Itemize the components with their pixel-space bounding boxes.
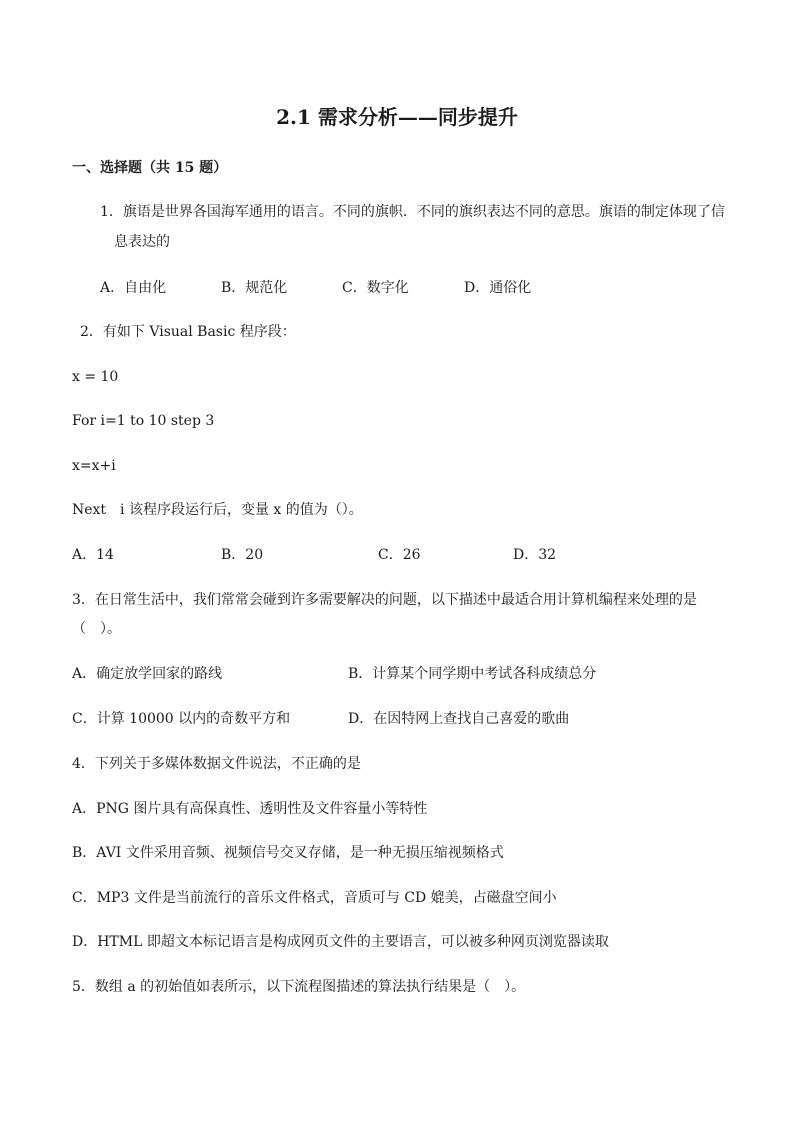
q2-code-line4: Next i 该程序段运行后，变量 x 的值为（）。: [72, 502, 363, 518]
q2-stem: 2．有如下 Visual Basic 程序段：: [80, 324, 296, 340]
q2-code-line2: For i=1 to 10 step 3: [72, 413, 215, 429]
section-heading: 一、选择题（共 15 题）: [72, 160, 228, 176]
q2-option-b: B．20: [221, 547, 264, 563]
q3-option-b: B．计算某个同学期中考试各科成绩总分: [348, 666, 597, 682]
q3-option-a: A．确定放学回家的路线: [72, 666, 223, 682]
q2-code-line1: x = 10: [72, 369, 119, 385]
q1-option-d: D．通俗化: [464, 280, 532, 296]
q4-option-a: A．PNG 图片具有高保真性、透明性及文件容量小等特性: [72, 801, 428, 817]
q4-option-c: C．MP3 文件是当前流行的音乐文件格式，音质可与 CD 媲美，占磁盘空间小: [72, 890, 557, 906]
q4-stem: 4．下列关于多媒体数据文件说法，不正确的是: [72, 756, 361, 772]
q4-option-b: B．AVI 文件采用音频、视频信号交叉存储，是一种无损压缩视频格式: [72, 845, 504, 861]
q1-option-b: B．规范化: [221, 280, 288, 296]
q1-stem-line2: 息表达的: [114, 234, 170, 250]
q2-option-c: C．26: [378, 547, 421, 563]
q3-option-d: D．在因特网上查找自己喜爱的歌曲: [348, 711, 570, 727]
q2-option-d: D．32: [513, 547, 557, 563]
q1-stem-line1: 1．旗语是世界各国海军通用的语言。不同的旗帜．不同的旗织表达不同的意思。旗语的制定体现了信: [100, 204, 725, 220]
q5-stem: 5．数组 a 的初始值如表所示，以下流程图描述的算法执行结果是（ ）。: [72, 979, 526, 995]
page-title: 2.1 需求分析——同步提升: [276, 105, 518, 129]
q3-option-c: C．计算 10000 以内的奇数平方和: [72, 711, 291, 727]
q3-stem-line1: 3．在日常生活中，我们常常会碰到许多需要解决的问题，以下描述中最适合用计算机编程来处理的是: [72, 592, 697, 608]
q4-option-d: D．HTML 即超文本标记语言是构成网页文件的主要语言，可以被多种网页浏览器读取: [72, 934, 609, 950]
q3-stem-line2: （ ）。: [72, 621, 121, 637]
q1-option-a: A．自由化: [100, 280, 167, 296]
q1-option-c: C．数字化: [342, 280, 409, 296]
q2-option-a: A．14: [72, 547, 114, 563]
q2-code-line3: x=x+i: [72, 458, 116, 474]
